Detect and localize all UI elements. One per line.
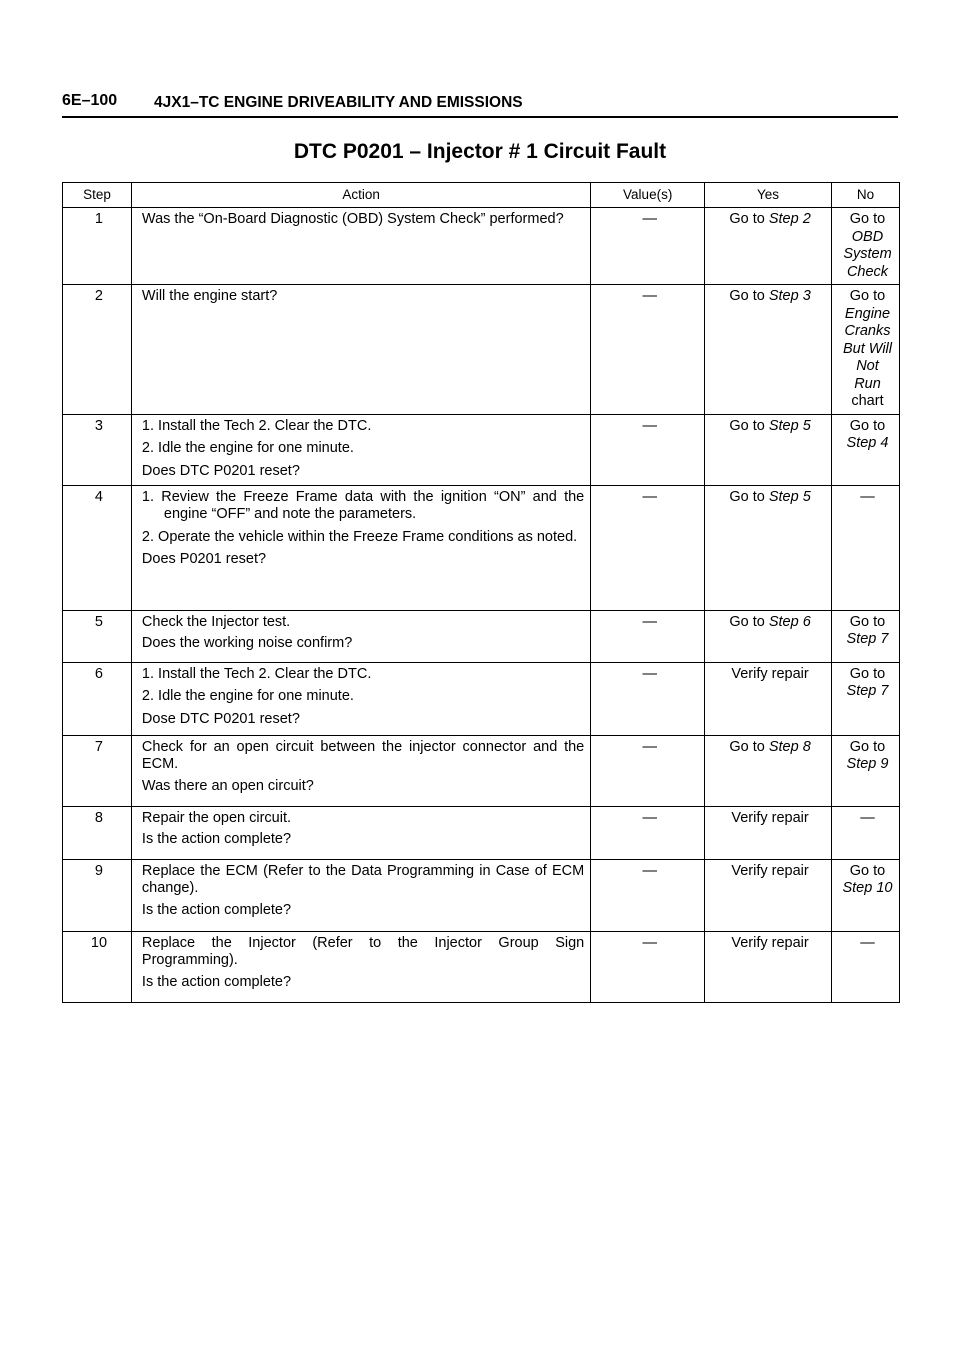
no-cell: [831, 285, 899, 415]
table-row: [63, 610, 900, 662]
yes-cell: [705, 610, 832, 662]
table-row: [63, 806, 900, 859]
no-ref: Step 7: [846, 631, 889, 647]
value-cell: —: [591, 662, 705, 735]
action-cell: [131, 859, 590, 931]
no-cell: —: [831, 485, 899, 610]
yes-prefix: Go to: [729, 613, 765, 630]
value-cell: —: [591, 610, 705, 662]
no-ref: Engine Cranks But Will Not Run: [842, 305, 892, 392]
yes-step-ref: Step 5: [768, 417, 811, 434]
section-title: 4JX1–TC ENGINE DRIVEABILITY AND EMISSIONS: [154, 94, 523, 111]
value-cell: —: [591, 414, 705, 485]
page-number: 6E–100: [62, 92, 118, 109]
action-text: Was the “On-Board Diagnostic (OBD) System Check” performed?: [141, 211, 564, 227]
yes-prefix: Go to: [729, 211, 765, 227]
no-prefix: Go to: [849, 211, 886, 227]
no-cell: [831, 735, 899, 806]
action-item: 2. Idle the engine for one minute.: [141, 440, 354, 456]
document-title: DTC P0201 – Injector # 1 Circuit Fault: [293, 140, 667, 163]
action-question: Dose DTC P0201 reset?: [141, 710, 300, 727]
no-cell: —: [831, 806, 899, 859]
step-number: 2: [63, 285, 132, 415]
no-ref: Step 4: [846, 435, 889, 451]
action-cell: [131, 662, 590, 735]
column-header-action: Action: [131, 183, 590, 208]
step-number: 6: [63, 662, 132, 735]
action-text: Will the engine start?: [141, 288, 278, 304]
step-number: 9: [63, 859, 132, 931]
action-question: Does DTC P0201 reset?: [141, 462, 300, 479]
action-cell: [131, 610, 590, 662]
action-item: 2. Idle the engine for one minute.: [141, 688, 354, 704]
yes-step-ref: Step 6: [768, 613, 811, 630]
yes-step-ref: Step 5: [768, 488, 811, 505]
yes-cell: Verify repair: [705, 662, 832, 735]
no-cell: [831, 610, 899, 662]
value-cell: —: [591, 208, 705, 285]
value-cell: —: [591, 859, 705, 931]
no-prefix: Go to: [849, 288, 886, 304]
step-number: 10: [63, 931, 132, 1002]
yes-prefix: Go to: [729, 417, 765, 434]
action-question: Is the action complete?: [141, 973, 292, 990]
table-header-row: [63, 183, 900, 208]
no-cell: [831, 662, 899, 735]
yes-cell: [705, 414, 832, 485]
page-header: [62, 90, 898, 118]
table-row: [63, 931, 900, 1002]
no-cell: [831, 208, 899, 285]
action-question: Was there an open circuit?: [141, 777, 314, 794]
no-cell: [831, 414, 899, 485]
yes-prefix: Go to: [729, 488, 765, 505]
action-cell: [131, 285, 590, 415]
column-header-no: No: [831, 183, 899, 208]
diagnostic-table: [62, 182, 900, 1003]
value-cell: —: [591, 735, 705, 806]
header-rule: [62, 116, 898, 118]
yes-cell: Verify repair: [705, 859, 832, 931]
table-row: [63, 735, 900, 806]
yes-prefix: Go to: [729, 288, 765, 304]
no-prefix: Go to: [849, 862, 886, 879]
table-row: [63, 485, 900, 610]
column-header-step: Step: [63, 183, 132, 208]
action-cell: [131, 735, 590, 806]
action-cell: [131, 414, 590, 485]
action-text: Replace the Injector (Refer to the Injector Group Sign Programming).: [141, 934, 585, 968]
step-number: 8: [63, 806, 132, 859]
value-cell: —: [591, 285, 705, 415]
yes-cell: [705, 208, 832, 285]
step-number: 5: [63, 610, 132, 662]
no-ref: OBD System Check: [843, 228, 892, 280]
action-text: Repair the open circuit.: [141, 809, 292, 826]
yes-cell: [705, 485, 832, 610]
step-number: 4: [63, 485, 132, 610]
action-item: 2. Operate the vehicle within the Freeze Frame conditions as noted.: [141, 528, 578, 545]
table-row: [63, 414, 900, 485]
step-number: 7: [63, 735, 132, 806]
action-question: Is the action complete?: [141, 831, 292, 847]
value-cell: —: [591, 931, 705, 1002]
action-question: Does P0201 reset?: [141, 551, 267, 567]
value-cell: —: [591, 485, 705, 610]
no-cell: [831, 859, 899, 931]
no-prefix: Go to: [849, 417, 886, 434]
no-suffix: chart: [851, 393, 884, 409]
value-cell: —: [591, 806, 705, 859]
column-header-yes: Yes: [705, 183, 832, 208]
action-text: Replace the ECM (Refer to the Data Programming in Case of ECM change).: [141, 862, 585, 896]
yes-cell: Verify repair: [705, 931, 832, 1002]
no-prefix: Go to: [849, 738, 886, 755]
yes-prefix: Go to: [729, 738, 765, 755]
no-prefix: Go to: [849, 613, 886, 630]
action-item: 1. Install the Tech 2. Clear the DTC.: [141, 665, 372, 682]
table-row: [63, 662, 900, 735]
action-item: 1. Install the Tech 2. Clear the DTC.: [141, 417, 372, 434]
yes-cell: [705, 735, 832, 806]
no-ref: Step 9: [846, 756, 889, 772]
action-question: Is the action complete?: [141, 901, 292, 918]
action-text: Check the Injector test.: [141, 613, 291, 630]
step-number: 1: [63, 208, 132, 285]
no-ref: Step 10: [842, 880, 893, 896]
yes-step-ref: Step 3: [768, 288, 811, 304]
action-cell: [131, 208, 590, 285]
table-row: [63, 285, 900, 415]
action-cell: [131, 806, 590, 859]
action-item: 1. Review the Freeze Frame data with the ignition “ON” and the engine “OFF” and note the parameters.: [141, 488, 585, 522]
no-ref: Step 7: [846, 683, 889, 699]
action-text: Check for an open circuit between the injector connector and the ECM.: [141, 738, 585, 772]
column-header-values: Value(s): [591, 183, 705, 208]
no-cell: —: [831, 931, 899, 1002]
yes-cell: Verify repair: [705, 806, 832, 859]
action-cell: [131, 485, 590, 610]
table-row: [63, 208, 900, 285]
yes-step-ref: Step 2: [768, 211, 811, 227]
yes-step-ref: Step 8: [768, 738, 811, 755]
no-prefix: Go to: [849, 665, 886, 682]
action-question: Does the working noise confirm?: [141, 635, 353, 651]
action-cell: [131, 931, 590, 1002]
yes-cell: [705, 285, 832, 415]
table-row: [63, 859, 900, 931]
step-number: 3: [63, 414, 132, 485]
